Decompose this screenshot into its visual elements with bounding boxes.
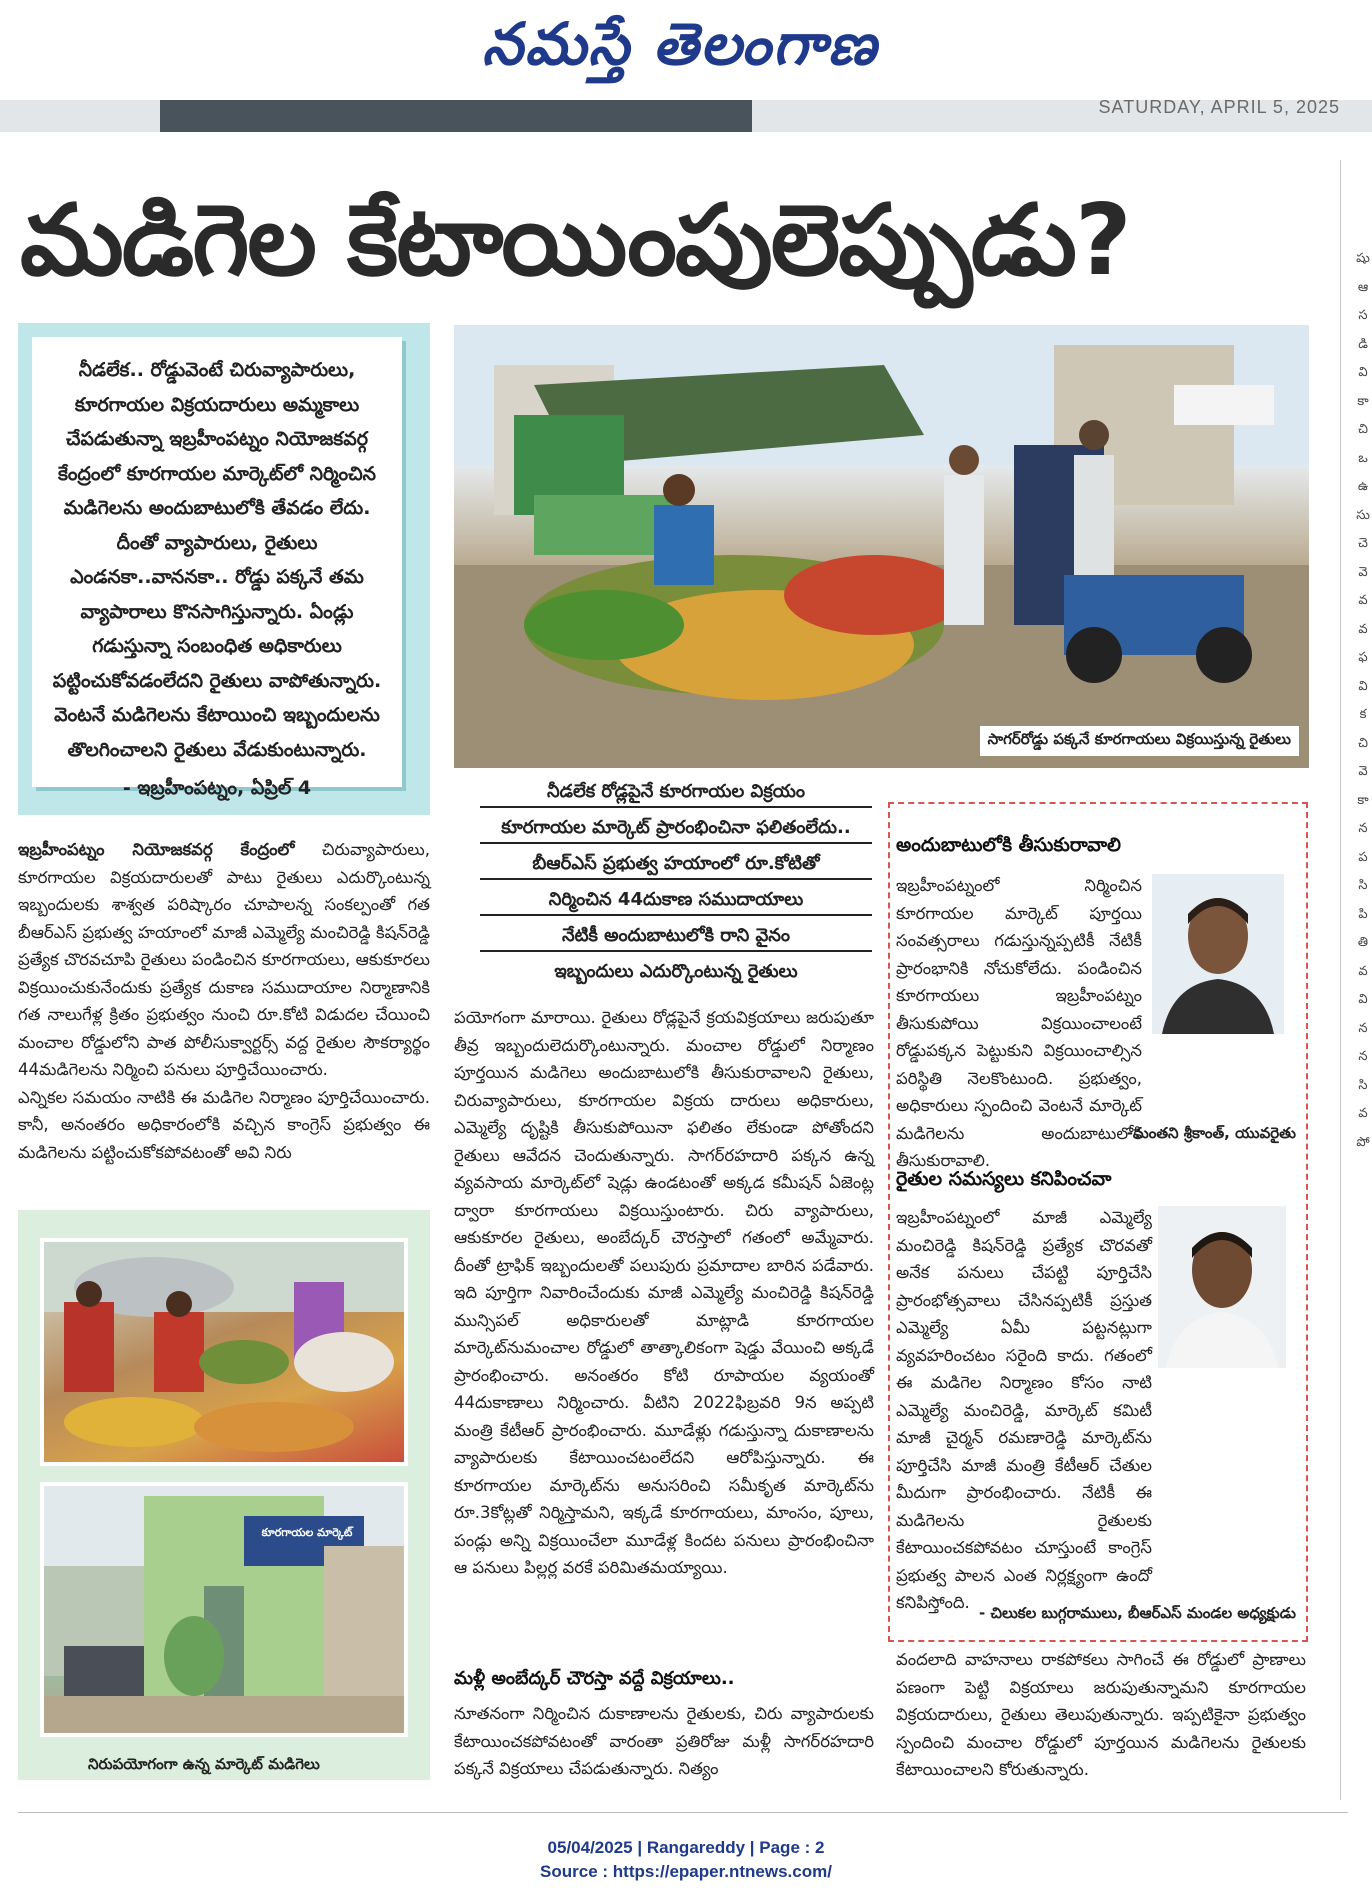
issue-date: SATURDAY, APRIL 5, 2025	[1098, 97, 1340, 117]
teaser-text: నీడలేక.. రోడ్డువెంటే చిరువ్యాపారులు, కూరగాయల విక్రయదారులు అమ్మకాలు చేపడుతున్నా ఇబ్రహీంపట్నం నియోజకవర్గ కేంద్రంలో కూరగాయల మార్కెట్‌లో నిర్మించిన మడిగెలను అందుబాటులోకి తేవడం లేదు. దీంతో వ్యాపారులు, రైతులు ఎండనకా..వాననకా.. రోడ్డు పక్కనే తమ వ్యాపారాలు కొనసాగిస్తున్నారు. ఏండ్లు గడుస్తున్నా సంబంధిత అధికారులు పట్టించుకోవడంలేదని రైతులు వాపోతున్నారు. వెంటనే మడిగెలను కేటాయించి ఇబ్బందులను తొలగించాలని రైతులు వేడుకుంటున్నారు.	[52, 359, 382, 761]
article-lead: ఇబ్రహీంపట్నం నియోజకవర్గ కేంద్రంలో	[18, 840, 295, 859]
portrait-illustration	[1152, 874, 1284, 1034]
deck-line: నేటికీ అందుబాటులోకి రాని వైనం	[480, 922, 872, 952]
quote-heading: రైతుల సమస్యలు కనిపించవా	[896, 1168, 1112, 1190]
deck-line: కూరగాయల మార్కెట్ ప్రారంభించినా ఫలితంలేదు..	[480, 814, 872, 844]
column-rule	[1340, 160, 1341, 1800]
teaser-box	[32, 337, 402, 799]
quote-signature: -మంతని శ్రీకాంత్, యువరైతు	[1126, 1124, 1296, 1142]
footer-source: Source : https://epaper.ntnews.com/	[540, 1862, 832, 1881]
footer-rule	[18, 1812, 1348, 1813]
footer-edition: 05/04/2025 | Rangareddy | Page : 2	[547, 1838, 825, 1857]
main-photo-caption: సాగర్‌రోడ్డు పక్కనే కూరగాయలు విక్రయిస్తున్న రైతులు	[980, 726, 1299, 756]
middle-subhead: మళ్లీ అంబేద్కర్ చౌరస్తా వద్దే విక్రయాలు..	[454, 1668, 735, 1689]
market-building-photo	[40, 1482, 408, 1737]
middle-column-text: పయోగంగా మారాయి. రైతులు రోడ్లపైనే క్రయవిక్రయాలు జరుపుతూ తీవ్ర ఇబ్బందులెదుర్కొంటున్నారు. మంచాల రోడ్డులో నిర్మాణం పూర్తయిన మడిగెలు అందుబాటులోకి తీసుకురావాలని రైతులు, చిరువ్యాపారులు, కూరగాయల విక్రయ దారులు అధికారులు, ఎమ్మెల్యే దృష్టికి తీసుకుపోయినా ఫలితం లేకుండా పోతోందని రైతులు ఆవేదన చెందుతున్నారు. సాగర్‌రహదారి పక్కన ఉన్న వ్యవసాయ మార్కెట్‌లో షెడ్లు ఉండటంతో అక్కడ కమీషన్ ఏజెంట్ల ద్వారా కూరగాయలు విక్రయిస్తుంటారు. చిరు వ్యాపారులు, ఆకుకూరల రైతులు, అంబేద్కర్ చౌరస్తాలో గతంలో అమ్మేవారు. దీంతో ట్రాఫిక్ ఇబ్బందులతో పలుపురు ప్రమాదాల బారిన పడేవారు. ఇది పూర్తిగా నివారించేందుకు మాజీ ఎమ్మెల్యే మంచిరెడ్డి కిషన్‌రెడ్డి మున్సిపల్ అధికారులతో మాట్లాడి కూరగాయల మార్కెట్‌నుమంచాల రోడ్డులో తాత్కాలికంగా షెడ్డు వేయించి అక్కడే ప్రారంభించారు. అనంతరం కోటి రూపాయల వ్యయంతో 44దుకాణాలు నిర్మించారు. వీటిని 2022ఫిబ్రవరి 9న అప్పటి మంత్రి కేటీఆర్ ప్రారంభించారు. మూడేళ్లు గడుస్తున్నా దుకాణాలను వ్యాపారులకు కేటాయించటంలేదని ఆరోపిస్తున్నారు. ఈ కూరగాయల మార్కెట్‌ను అనుసరించి సమీకృత మార్కెట్‌ను రూ.3కోట్లతో నిర్మిస్తామని, ఇక్కడే కూరగాయలు, మాంసం, పూలు, పండ్లు అన్ని విక్రయించేలా మూడేళ్ల కిందట పనులు ప్రారంభించినా ఆ పనులు పిల్లర్ల వరకే పరిమితమయ్యాయి.	[454, 1008, 874, 1577]
portrait-illustration	[1158, 1206, 1286, 1368]
masthead	[0, 0, 1372, 100]
left-photo-panel	[18, 1210, 430, 1780]
market-building-illustration	[44, 1486, 404, 1733]
vendor-photo-illustration	[44, 1242, 404, 1462]
deck	[480, 778, 872, 998]
article-body: ఎన్నికల సమయం నాటికి ఈ మడిగెల నిర్మాణం పూర్తిచేయించారు. కానీ, అనంతరం అధికారంలోకి వచ్చిన కాంగ్రెస్ ప్రభుత్వం ఈ మడిగెలను పట్టించుకోకపోవటంతో అవి నిరు	[18, 1087, 430, 1162]
deck-line: నిర్మించిన 44దుకాణ సముదాయాలు	[480, 886, 872, 916]
middle-column-tail: నూతనంగా నిర్మించిన దుకాణాలను రైతులకు, చిరు వ్యాపారులకు కేటాయించకపోవటంతో వారంతా ప్రతిరోజు మళ్లీ సాగర్‌రహదారి పక్కనే విక్రయాలు చేపడుతున్నారు. నిత్యం	[454, 1704, 874, 1778]
article-body: చిరువ్యాపారులు, కూరగాయల విక్రయదారులతో పాటు రైతులు ఎదుర్కొంటున్న ఇబ్బందులకు శాశ్వత పరిష్కారం చూపాలన్న సంకల్పంతో గత బీఆర్‌ఎస్ ప్రభుత్వ హయాంలో మాజీ ఎమ్మెల్యే మంచిరెడ్డి కిషన్‌రెడ్డి ప్రత్యేక చొరవచూపి రైతులు పండించిన కూరగాయలు, ఆకుకూరలు విక్రయించుకునేందుకు ప్రత్యేక దుకాణ సముదాయాల నిర్మాణానికి గత నాలుగేళ్ల క్రితం ప్రభుత్వం నుంచి రూ.కోటి విడుదల చేయించి మంచాల రోడ్డులోని పాత పోలీసుక్వార్టర్స్ వద్ద రైతుల సౌకర్యార్థం 44మడిగెలను నిర్మించి పనులు పూర్తిచేయించారు.	[18, 840, 430, 1079]
left-photo-caption: నిరుపయోగంగా ఉన్న మార్కెట్ మడిగెలు	[88, 1755, 320, 1773]
farmer-portrait	[1152, 874, 1284, 1034]
newspaper-logo: నమస్తే తెలంగాణ	[482, 10, 878, 78]
quote-text: ఇబ్రహీంపట్నంలో మాజీ ఎమ్మెల్యే మంచిరెడ్డి కిషన్‌రెడ్డి ప్రత్యేక చొరవతో అనేక పనులు చేపట్టి పూర్తిచేసి ప్రారంభోత్సవాలు చేసినప్పటికీ ప్రస్తుత ఎమ్మెల్యే ఏమీ పట్టనట్లుగా వ్యవహరించటం సరైంది కాదు. గతంలో ఈ మడిగెల నిర్మాణం కోసం నాటి ఎమ్మెల్యే మంచిరెడ్డి, మార్కెట్ కమిటీ మాజీ చైర్మన్ రమణారెడ్డి మార్కెట్‌ను పూర్తిచేసి మాజీ మంత్రి కేటీఆర్ చేతుల మీదుగా ప్రారంభించారు. నేటికీ ఈ మడిగెలను రైతులకు కేటాయించకపోవటం చూస్తుంటే కాంగ్రెస్ ప్రభుత్వ పాలన ఎంత నిర్లక్ష్యంగా ఉందో కనిపిస్తోంది.	[896, 1208, 1152, 1612]
header-band-dark	[160, 100, 752, 132]
vendor-photo	[40, 1238, 408, 1466]
deck-line: బీఆర్‌ఎస్ ప్రభుత్వ హయాంలో రూ.కోటితో	[480, 850, 872, 880]
adjacent-column-strip: షు ఆ స డి వి కా చి ఒ ఉ సు చె వె వ వ ఫ వి క చి వె కా న ప సి పి తి వ వి న న సి వ పో	[1356, 251, 1370, 1150]
quote-signature: - చిలుకల బుగ్గరాములు, బీఆర్‌ఎస్ మండల అధ్యక్షుడు	[979, 1604, 1296, 1622]
teaser-panel	[18, 323, 430, 815]
teaser-dateline: - ఇబ్రహీంపట్నం, ఏప్రిల్ 4	[122, 777, 312, 799]
deck-line: ఇబ్బందులు ఎదుర్కొంటున్న రైతులు	[554, 961, 798, 982]
footer	[300, 1836, 1072, 1884]
quote-text: ఇబ్రహీంపట్నంలో నిర్మించిన కూరగాయల మార్కెట్ పూర్తయి సంవత్సరాలు గడుస్తున్నప్పటికీ నేటికీ ప్రారంభానికి నోచుకోలేదు. పండించిన కూరగాయలు ఇబ్రహీంపట్నం తీసుకుపోయి విక్రయించాలంటే రోడ్డుపక్కన పెట్టుకుని విక్రయించాల్సిన పరిస్థితి నెలకొంటుంది. ప్రభుత్వం, అధికారులు స్పందించి వెంటనే మార్కెట్ మడిగెలను అందుబాటులోకి తీసుకురావాలి.	[896, 876, 1142, 1170]
left-column-text	[18, 836, 430, 1206]
market-photo-illustration	[454, 325, 1309, 768]
quote-heading: అందుబాటులోకి తీసుకురావాలి	[896, 834, 1121, 856]
quotes-box	[888, 802, 1308, 1642]
market-photo	[454, 325, 1309, 768]
right-column-tail: వందలాది వాహనాలు రాకపోకలు సాగించే ఈ రోడ్డులో ప్రాణాలు పణంగా పెట్టి విక్రయాలు జరుపుతున్నామని కూరగాయల విక్రయదారులు, రైతులు తెలుపుతున్నారు. ఇప్పటికైనా ప్రభుత్వం స్పందించి మంచాల రోడ్డులో పూర్తయిన మడిగెలను రైతులకు కేటాయించాలని కోరుతున్నారు.	[896, 1650, 1306, 1779]
deck-line: నీడలేక రోడ్లపైనే కూరగాయల విక్రయం	[480, 778, 872, 808]
headline: మడిగెల కేటాయింపులెప్పుడు?	[20, 184, 1130, 298]
leader-portrait	[1158, 1206, 1286, 1368]
building-sign: కూరగాయల మార్కెట్	[261, 1526, 353, 1539]
